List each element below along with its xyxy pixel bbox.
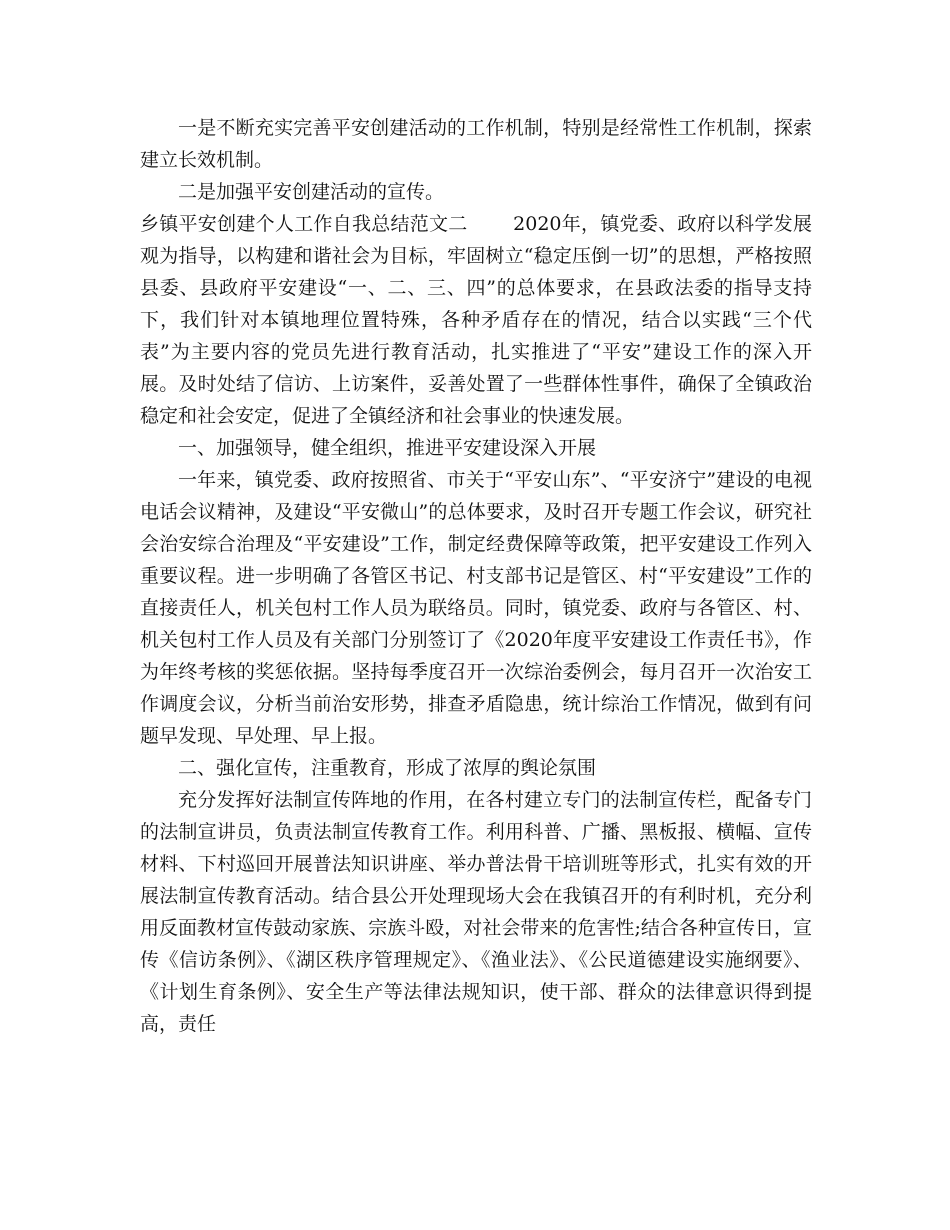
heading-2: 二、强化宣传，注重教育，形成了浓厚的舆论氛围 <box>178 757 597 779</box>
document-body <box>140 112 812 1040</box>
paragraph-5: 一年来，镇党委、政府按照省、市关于“平安山东”、“平安济宁”建设的电视电话会议精神，及建设“平安微山”的总体要求，及时召开专题工作会议，研究社会治安综合治理及“平安建设”工作，制定经费保障等政策，把平安建设工作列入重要议程。进一步明确了各管区书记、村支部书记是管区、村“平安建设”工作的直接责任人，机关包村工作人员为联络员。同时，镇党委、政府与各管区、村、机关包村工作人员及有关部门分别签订了《2020年度平安建设工作责任书》，作为年终考核的奖惩依据。坚持每季度召开一次综治委例会，每月召开一次治安工作调度会议，分析当前治安形势，排查矛盾隐患，统计综治工作情况，做到有问题早发现、早处理、早上报。 <box>140 469 812 747</box>
paragraph-7: 充分发挥好法制宣传阵地的作用，在各村建立专门的法制宣传栏，配备专门的法制宣讲员，负责法制宣传教育工作。利用科普、广播、黑板报、横幅、宣传材料、下村巡回开展普法知识讲座、举办普法骨干培训班等形式，扎实有效的开展法制宣传教育活动。结合县公开处理现场大会在我镇召开的有利时机，充分利用反面教材宣传鼓动家族、宗族斗殴，对社会带来的危害性;结合各种宣传日，宣传《信访条例》、《湖区秩序管理规定》、《渔业法》、《公民道德建设实施纲要》、《计划生育条例》、安全生产等法律法规知识，使干部、群众的法律意识得到提高，责任 <box>140 789 812 1035</box>
paragraph-3 <box>140 208 812 432</box>
section-title: 乡镇平安创建个人工作自我总结范文二 <box>140 213 468 235</box>
heading-1: 一、加强领导，健全组织，推进平安建设深入开展 <box>178 437 597 459</box>
paragraph-2: 二是加强平安创建活动的宣传。 <box>178 181 445 203</box>
paragraph-1: 一是不断充实完善平安创建活动的工作机制，特别是经常性工作机制，探索建立长效机制。 <box>140 117 812 171</box>
paragraph-3-text: 2020年，镇党委、政府以科学发展观为指导，以构建和谐社会为目标，牢固树立“稳定压倒一切”的思想，严格按照县委、县政府平安建设“一、二、三、四”的总体要求，在县政法委的指导支持下，我们针对本镇地理位置特殊，各种矛盾存在的情况，结合以实践“三个代表”为主要内容的党员先进行教育活动，扎实推进了“平安”建设工作的深入开展。及时处结了信访、上访案件，妥善处置了一些群体性事件，确保了全镇政治稳定和社会安定，促进了全镇经济和社会事业的快速发展。 <box>140 213 812 427</box>
